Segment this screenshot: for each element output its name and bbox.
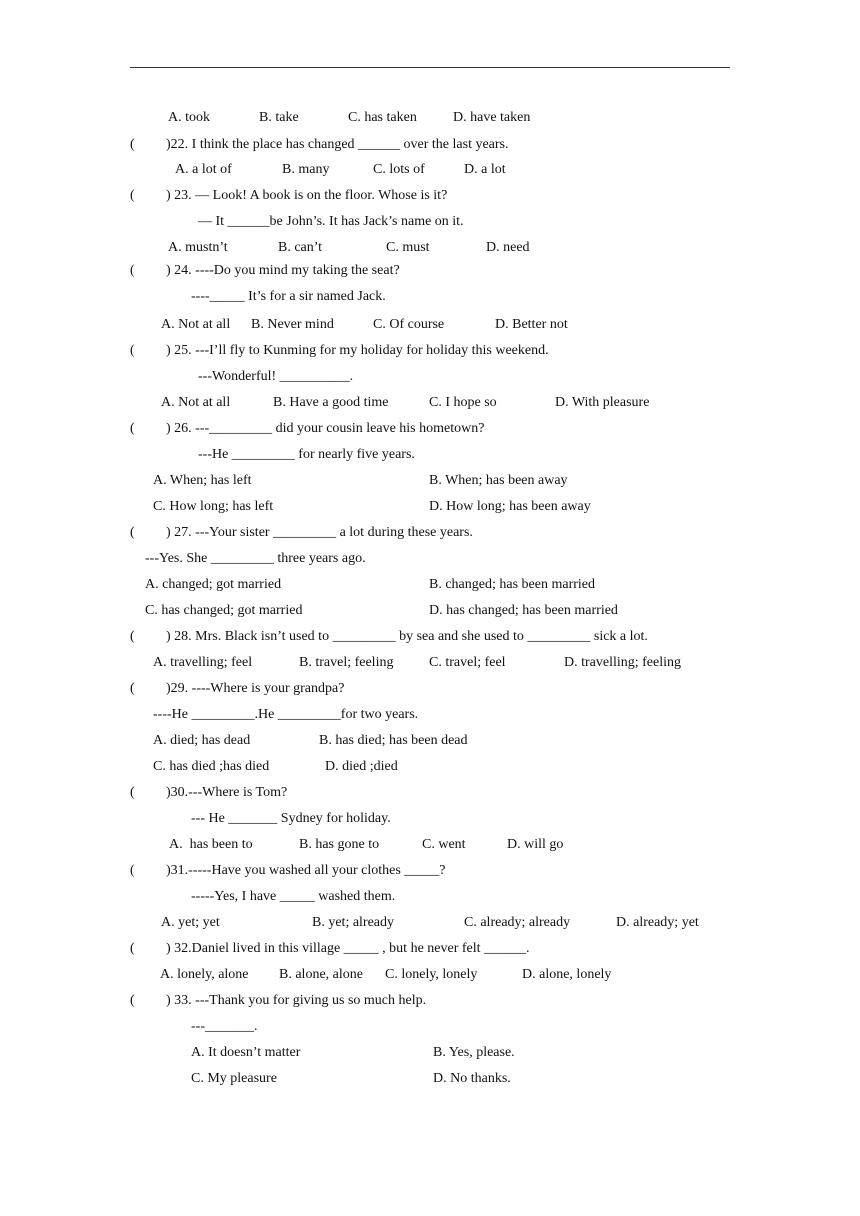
text-line: )30.---Where is Tom? (166, 785, 288, 800)
text-line: C. My pleasure (191, 1071, 277, 1086)
text-line: C. travel; feel (429, 655, 506, 670)
text-line: A. Not at all (161, 317, 231, 332)
text-line: A. changed; got married (145, 577, 282, 592)
text-line: D. need (486, 240, 530, 255)
text-line: ( (130, 343, 135, 358)
text-line: B. travel; feeling (299, 655, 394, 670)
header-rule (130, 67, 730, 68)
text-line: ( (130, 863, 135, 878)
text-line: A. a lot of (175, 162, 232, 177)
text-line: C. has died ;has died (153, 759, 270, 774)
text-line: D. has changed; has been married (429, 603, 618, 618)
text-line: B. many (282, 162, 330, 177)
text-line: B. Yes, please. (433, 1045, 515, 1060)
text-line: ( (130, 993, 135, 1008)
text-line: D. Better not (495, 317, 568, 332)
text-line: A. has been to (169, 837, 253, 852)
text-line: )22. I think the place has changed ______ over the last years. (166, 137, 509, 152)
text-line: B. When; has been away (429, 473, 568, 488)
text-line: ( (130, 941, 135, 956)
text-line: ---Wonderful! __________. (198, 369, 354, 384)
text-line: C. Of course (373, 317, 445, 332)
text-line: ---_______. (191, 1019, 258, 1034)
text-line: C. went (422, 837, 466, 852)
text-line: ( (130, 629, 135, 644)
text-line: ) 32.Daniel lived in this village _____ , but he never felt ______. (166, 941, 530, 956)
text-line: ( (130, 188, 135, 203)
text-line: B. Have a good time (273, 395, 389, 410)
text-line: ( (130, 421, 135, 436)
text-line: B. can’t (278, 240, 323, 255)
text-line: B. changed; has been married (429, 577, 595, 592)
text-line: C. already; already (464, 915, 571, 930)
text-line: ) 23. — Look! A book is on the floor. Whose is it? (166, 188, 448, 203)
text-line: ) 27. ---Your sister _________ a lot during these years. (166, 525, 473, 540)
text-line: ---He _________ for nearly five years. (198, 447, 415, 462)
text-line: ) 24. ----Do you mind my taking the seat? (166, 263, 400, 278)
text-line: A. travelling; feel (153, 655, 253, 670)
text-line: )31.-----Have you washed all your clothes _____? (166, 863, 446, 878)
text-line: D. With pleasure (555, 395, 650, 410)
text-line: D. have taken (453, 110, 531, 125)
text-line: A. died; has dead (153, 733, 251, 748)
text-line: A. mustn’t (168, 240, 228, 255)
text-line: ( (130, 681, 135, 696)
text-line: B. has gone to (299, 837, 380, 852)
text-line: D. already; yet (616, 915, 699, 930)
text-line: D. travelling; feeling (564, 655, 682, 670)
text-line: C. I hope so (429, 395, 497, 410)
text-line: D. alone, lonely (522, 967, 612, 982)
text-line: D. will go (507, 837, 564, 852)
text-line: D. a lot (464, 162, 506, 177)
text-line: A. When; has left (153, 473, 252, 488)
text-line: -----Yes, I have _____ washed them. (191, 889, 396, 904)
text-line: B. yet; already (312, 915, 395, 930)
text-line: ( (130, 785, 135, 800)
text-line: D. No thanks. (433, 1071, 511, 1086)
text-line: --- He _______ Sydney for holiday. (191, 811, 391, 826)
text-line: A. yet; yet (161, 915, 220, 930)
text-line: C. has changed; got married (145, 603, 303, 618)
text-line: A. took (168, 110, 210, 125)
text-line: ) 26. ---_________ did your cousin leave his hometown? (166, 421, 485, 436)
text-line: ( (130, 525, 135, 540)
text-line: A. lonely, alone (160, 967, 249, 982)
text-line: C. How long; has left (153, 499, 274, 514)
text-line: C. lonely, lonely (385, 967, 478, 982)
text-line: ----_____ It’s for a sir named Jack. (191, 289, 386, 304)
text-line: C. lots of (373, 162, 425, 177)
text-line: D. died ;died (325, 759, 398, 774)
text-line: ( (130, 263, 135, 278)
text-line: ) 33. ---Thank you for giving us so much help. (166, 993, 427, 1008)
text-line: — It ______be John’s. It has Jack’s name on it. (198, 214, 464, 229)
text-line: B. has died; has been dead (319, 733, 468, 748)
text-line: )29. ----Where is your grandpa? (166, 681, 345, 696)
text-line: ---Yes. She _________ three years ago. (145, 551, 366, 566)
text-line: C. must (386, 240, 430, 255)
text-line: C. has taken (348, 110, 417, 125)
text-line: ----He _________.He _________for two years. (153, 707, 419, 722)
text-line: ) 25. ---I’ll fly to Kunming for my holiday for holiday this weekend. (166, 343, 549, 358)
text-line: A. It doesn’t matter (191, 1045, 301, 1060)
text-line: B. alone, alone (279, 967, 363, 982)
text-line: D. How long; has been away (429, 499, 591, 514)
text-line: ( (130, 137, 135, 152)
text-line: A. Not at all (161, 395, 231, 410)
text-line: B. Never mind (251, 317, 334, 332)
text-line: B. take (259, 110, 299, 125)
text-line: ) 28. Mrs. Black isn’t used to _________ by sea and she used to _________ sick a lot. (166, 629, 648, 644)
